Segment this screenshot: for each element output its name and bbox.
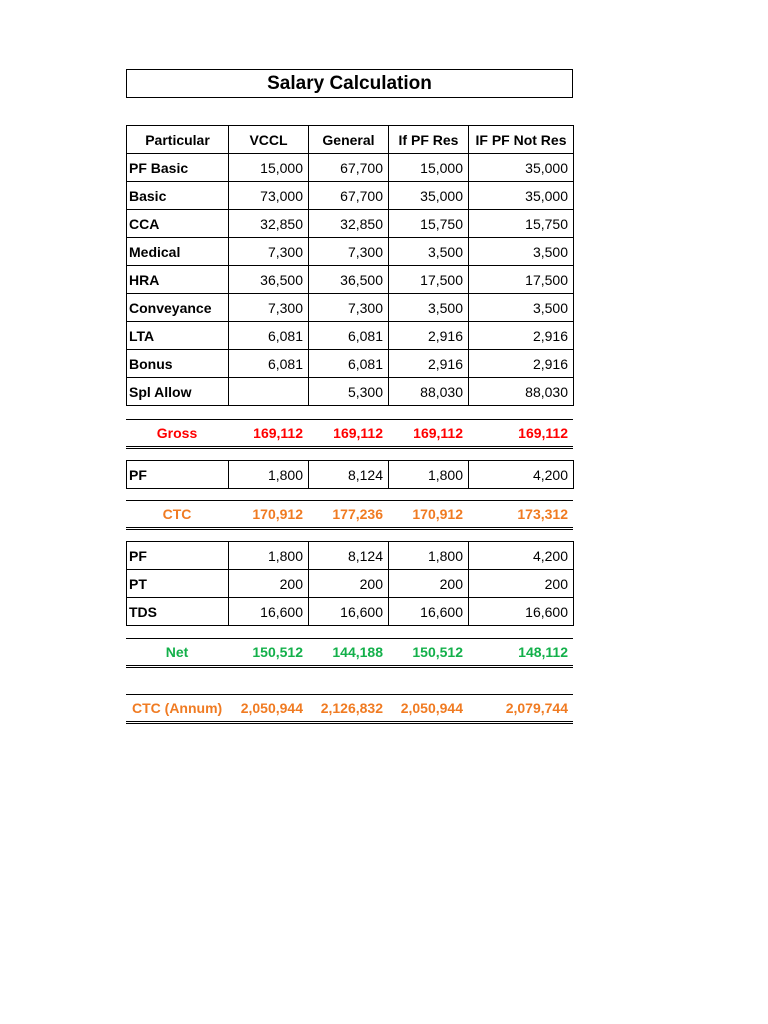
earnings-row-label: CCA [127,210,229,238]
deduction-row-label: PF [127,542,229,570]
earnings-cell-general: 36,500 [309,266,389,294]
earnings-row-label: Medical [127,238,229,266]
net-row [126,639,573,667]
earnings-row [127,154,574,182]
earnings-row-label: Bonus [127,350,229,378]
earnings-cell-general: 7,300 [309,238,389,266]
earnings-cell-vccl: 7,300 [229,238,309,266]
gross-row [126,420,573,448]
deduction-cell-general: 16,600 [309,598,389,626]
earnings-cell-if-pf-not-res: 2,916 [469,350,574,378]
ctc-annum-vccl: 2,050,944 [240,700,303,716]
earnings-row [127,378,574,406]
deduction-cell-if-pf-res: 200 [389,570,469,598]
earnings-row-label: Spl Allow [127,378,229,406]
gross-table [126,419,573,449]
earnings-cell-if-pf-res: 3,500 [389,238,469,266]
header-row [127,126,574,154]
ctc-annum-label: CTC (Annum) [132,700,223,716]
deduction-row-label: PT [127,570,229,598]
earnings-cell-vccl: 36,500 [229,266,309,294]
ctc-if-pf-res: 170,912 [412,506,463,522]
earnings-cell-if-pf-res: 35,000 [389,182,469,210]
pf-if-pf-res: 1,800 [389,461,469,489]
earnings-row-label: Basic [127,182,229,210]
ctc-annum-general: 2,126,832 [320,700,383,716]
deduction-row [127,570,574,598]
pf-table [126,460,574,489]
earnings-cell-vccl: 32,850 [229,210,309,238]
earnings-row [127,266,574,294]
ctc-if-pf-not-res: 173,312 [517,506,568,522]
ctc-table [126,500,573,530]
earnings-cell-if-pf-not-res: 88,030 [469,378,574,406]
earnings-cell-if-pf-res: 2,916 [389,322,469,350]
ctc-annum-if-pf-res: 2,050,944 [400,700,463,716]
earnings-row [127,210,574,238]
earnings-cell-if-pf-res: 2,916 [389,350,469,378]
ctc-annum-row [126,695,573,723]
ctc-annum-table [126,694,573,724]
ctc-row [126,501,573,529]
earnings-cell-if-pf-not-res: 15,750 [469,210,574,238]
earnings-cell-vccl: 73,000 [229,182,309,210]
net-table [126,638,573,668]
earnings-row-label: Conveyance [127,294,229,322]
earnings-cell-vccl: 7,300 [229,294,309,322]
gross-general: 169,112 [333,425,383,441]
earnings-cell-general: 67,700 [309,154,389,182]
sheet-title: Salary Calculation [126,69,573,98]
deduction-cell-if-pf-not-res: 200 [469,570,574,598]
earnings-cell-general: 67,700 [309,182,389,210]
earnings-cell-vccl: 6,081 [229,322,309,350]
earnings-cell-if-pf-res: 88,030 [389,378,469,406]
earnings-cell-if-pf-res: 3,500 [389,294,469,322]
earnings-cell-vccl [229,378,309,406]
deduction-row [127,598,574,626]
ctc-annum-if-pf-not-res: 2,079,744 [505,700,568,716]
earnings-cell-if-pf-not-res: 35,000 [469,154,574,182]
earnings-row [127,322,574,350]
earnings-cell-if-pf-res: 17,500 [389,266,469,294]
deduction-cell-vccl: 16,600 [229,598,309,626]
earnings-cell-if-pf-not-res: 3,500 [469,294,574,322]
earnings-cell-if-pf-not-res: 17,500 [469,266,574,294]
pf-label: PF [127,461,229,489]
pf-row [127,461,574,489]
ctc-vccl: 170,912 [252,506,303,522]
earnings-cell-if-pf-not-res: 2,916 [469,322,574,350]
deductions-table [126,541,574,626]
gross-label: Gross [156,425,198,441]
pf-general: 8,124 [309,461,389,489]
deduction-row-label: TDS [127,598,229,626]
ctc-label: CTC [162,506,192,522]
earnings-cell-if-pf-not-res: 35,000 [469,182,574,210]
earnings-row-label: LTA [127,322,229,350]
header-general: General [309,126,389,154]
deduction-cell-if-pf-res: 16,600 [389,598,469,626]
earnings-row [127,238,574,266]
header-vccl: VCCL [229,126,309,154]
gross-if-pf-res: 169,112 [413,425,463,441]
deduction-cell-general: 8,124 [309,542,389,570]
pf-vccl: 1,800 [229,461,309,489]
net-general: 144,188 [332,644,383,660]
gross-if-pf-not-res: 169,112 [518,425,568,441]
header-particular: Particular [127,126,229,154]
earnings-cell-general: 6,081 [309,350,389,378]
net-if-pf-not-res: 148,112 [518,644,568,660]
earnings-cell-vccl: 6,081 [229,350,309,378]
earnings-cell-if-pf-not-res: 3,500 [469,238,574,266]
deduction-cell-general: 200 [309,570,389,598]
deduction-cell-vccl: 200 [229,570,309,598]
deduction-cell-vccl: 1,800 [229,542,309,570]
deduction-row [127,542,574,570]
pf-if-pf-not-res: 4,200 [469,461,574,489]
earnings-cell-general: 5,300 [309,378,389,406]
ctc-general: 177,236 [332,506,383,522]
deduction-cell-if-pf-not-res: 16,600 [469,598,574,626]
gross-vccl: 169,112 [253,425,303,441]
deduction-cell-if-pf-res: 1,800 [389,542,469,570]
earnings-cell-general: 7,300 [309,294,389,322]
earnings-table [126,125,574,406]
earnings-row [127,182,574,210]
header-if-pf-not-res: IF PF Not Res [469,126,574,154]
earnings-cell-if-pf-res: 15,750 [389,210,469,238]
earnings-cell-vccl: 15,000 [229,154,309,182]
header-if-pf-res: If PF Res [389,126,469,154]
net-vccl: 150,512 [252,644,303,660]
earnings-row-label: HRA [127,266,229,294]
deduction-cell-if-pf-not-res: 4,200 [469,542,574,570]
earnings-cell-if-pf-res: 15,000 [389,154,469,182]
earnings-row [127,350,574,378]
earnings-cell-general: 6,081 [309,322,389,350]
earnings-row-label: PF Basic [127,154,229,182]
net-if-pf-res: 150,512 [412,644,463,660]
earnings-cell-general: 32,850 [309,210,389,238]
earnings-row [127,294,574,322]
net-label: Net [165,644,189,660]
